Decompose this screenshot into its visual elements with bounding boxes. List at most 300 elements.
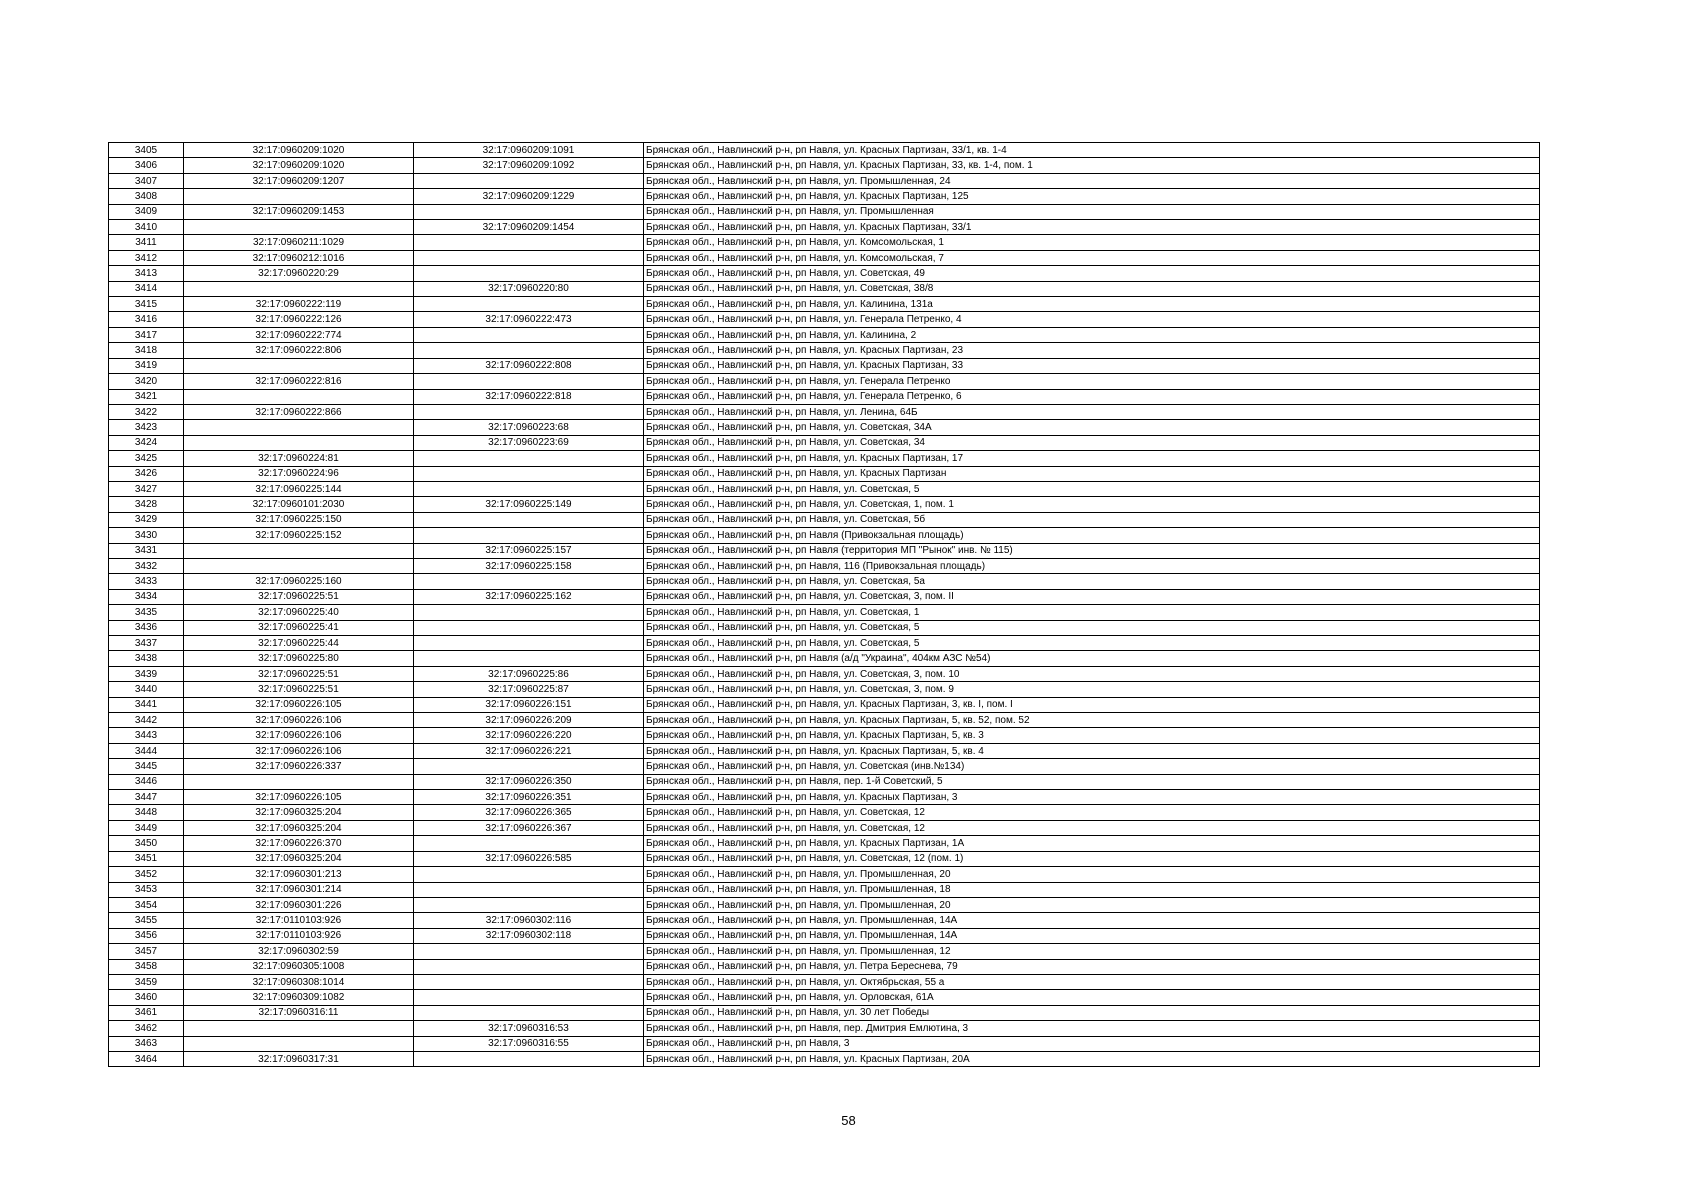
table-row bbox=[109, 1021, 1540, 1036]
row-number-cell: 3452 bbox=[109, 867, 184, 882]
address-cell: Брянская обл., Навлинский р-н, рп Навля, ул. Калинина, 131а bbox=[644, 297, 1540, 312]
land-cadastral-cell: 32:17:0960325:204 bbox=[184, 805, 414, 820]
address-cell: Брянская обл., Навлинский р-н, рп Навля (а/д "Украина", 404км АЗС №54) bbox=[644, 651, 1540, 666]
building-cadastral-cell: 32:17:0960226:350 bbox=[414, 774, 644, 789]
address-cell: Брянская обл., Навлинский р-н, рп Навля, ул. Комсомольская, 7 bbox=[644, 250, 1540, 265]
land-cadastral-cell: 32:17:0960225:41 bbox=[184, 620, 414, 635]
land-cadastral-cell: 32:17:0960225:80 bbox=[184, 651, 414, 666]
building-cadastral-cell bbox=[414, 235, 644, 250]
land-cadastral-cell: 32:17:0960226:105 bbox=[184, 790, 414, 805]
address-cell: Брянская обл., Навлинский р-н, рп Навля, ул. Генерала Петренко, 6 bbox=[644, 389, 1540, 404]
building-cadastral-cell bbox=[414, 620, 644, 635]
address-cell: Брянская обл., Навлинский р-н, рп Навля, ул. Советская, 49 bbox=[644, 266, 1540, 281]
building-cadastral-cell bbox=[414, 1051, 644, 1066]
row-number-cell: 3443 bbox=[109, 728, 184, 743]
address-cell: Брянская обл., Навлинский р-н, рп Навля, ул. Промышленная, 14А bbox=[644, 913, 1540, 928]
table-row bbox=[109, 897, 1540, 912]
row-number-cell: 3426 bbox=[109, 466, 184, 481]
land-cadastral-cell: 32:17:0960316:11 bbox=[184, 1005, 414, 1020]
building-cadastral-cell: 32:17:0960225:158 bbox=[414, 558, 644, 573]
land-cadastral-cell bbox=[184, 1036, 414, 1051]
address-cell: Брянская обл., Навлинский р-н, рп Навля, ул. Красных Партизан, 3 bbox=[644, 790, 1540, 805]
row-number-cell: 3439 bbox=[109, 666, 184, 681]
table-row bbox=[109, 235, 1540, 250]
land-cadastral-cell: 32:17:0960305:1008 bbox=[184, 959, 414, 974]
table-row bbox=[109, 820, 1540, 835]
table-row bbox=[109, 605, 1540, 620]
address-cell: Брянская обл., Навлинский р-н, рп Навля, ул. Промышленная, 18 bbox=[644, 882, 1540, 897]
address-cell: Брянская обл., Навлинский р-н, рп Навля (территория МП "Рынок" инв. № 115) bbox=[644, 543, 1540, 558]
address-cell: Брянская обл., Навлинский р-н, рп Навля, ул. Красных Партизан, 5, кв. 52, пом. 52 bbox=[644, 713, 1540, 728]
building-cadastral-cell: 32:17:0960225:157 bbox=[414, 543, 644, 558]
land-cadastral-cell: 32:17:0960301:214 bbox=[184, 882, 414, 897]
land-cadastral-cell: 32:17:0110103:926 bbox=[184, 913, 414, 928]
address-cell: Брянская обл., Навлинский р-н, рп Навля, ул. Калинина, 2 bbox=[644, 327, 1540, 342]
address-cell: Брянская обл., Навлинский р-н, рп Навля, ул. Советская, 12 bbox=[644, 820, 1540, 835]
table-row bbox=[109, 589, 1540, 604]
building-cadastral-cell: 32:17:0960223:69 bbox=[414, 435, 644, 450]
table-row bbox=[109, 327, 1540, 342]
row-number-cell: 3413 bbox=[109, 266, 184, 281]
address-cell: Брянская обл., Навлинский р-н, рп Навля, ул. Октябрьская, 55 а bbox=[644, 974, 1540, 989]
address-cell: Брянская обл., Навлинский р-н, рп Навля, ул. Советская, 5 bbox=[644, 620, 1540, 635]
row-number-cell: 3464 bbox=[109, 1051, 184, 1066]
building-cadastral-cell: 32:17:0960226:221 bbox=[414, 743, 644, 758]
building-cadastral-cell bbox=[414, 374, 644, 389]
land-cadastral-cell: 32:17:0960225:40 bbox=[184, 605, 414, 620]
building-cadastral-cell bbox=[414, 651, 644, 666]
address-cell: Брянская обл., Навлинский р-н, рп Навля, ул. Советская, 1, пом. 1 bbox=[644, 497, 1540, 512]
row-number-cell: 3446 bbox=[109, 774, 184, 789]
land-cadastral-cell: 32:17:0960301:226 bbox=[184, 897, 414, 912]
row-number-cell: 3441 bbox=[109, 697, 184, 712]
address-cell: Брянская обл., Навлинский р-н, рп Навля, ул. Промышленная, 12 bbox=[644, 944, 1540, 959]
row-number-cell: 3422 bbox=[109, 404, 184, 419]
table-row bbox=[109, 497, 1540, 512]
table-row bbox=[109, 636, 1540, 651]
address-cell: Брянская обл., Навлинский р-н, рп Навля, пер. Дмитрия Емлютина, 3 bbox=[644, 1021, 1540, 1036]
row-number-cell: 3453 bbox=[109, 882, 184, 897]
land-cadastral-cell bbox=[184, 558, 414, 573]
address-cell: Брянская обл., Навлинский р-н, рп Навля, ул. Красных Партизан, 33/1, кв. 1-4 bbox=[644, 143, 1540, 158]
table-row bbox=[109, 451, 1540, 466]
table-row bbox=[109, 743, 1540, 758]
address-cell: Брянская обл., Навлинский р-н, рп Навля, ул. Красных Партизан, 23 bbox=[644, 343, 1540, 358]
table-row bbox=[109, 404, 1540, 419]
row-number-cell: 3407 bbox=[109, 173, 184, 188]
table-row bbox=[109, 143, 1540, 158]
building-cadastral-cell: 32:17:0960225:162 bbox=[414, 589, 644, 604]
address-cell: Брянская обл., Навлинский р-н, рп Навля, ул. Красных Партизан, 20А bbox=[644, 1051, 1540, 1066]
land-cadastral-cell: 32:17:0960225:144 bbox=[184, 481, 414, 496]
land-cadastral-cell bbox=[184, 420, 414, 435]
row-number-cell: 3440 bbox=[109, 682, 184, 697]
table-row bbox=[109, 312, 1540, 327]
building-cadastral-cell: 32:17:0960225:149 bbox=[414, 497, 644, 512]
building-cadastral-cell: 32:17:0960209:1454 bbox=[414, 220, 644, 235]
row-number-cell: 3435 bbox=[109, 605, 184, 620]
land-cadastral-cell: 32:17:0960226:105 bbox=[184, 697, 414, 712]
land-cadastral-cell: 32:17:0960224:81 bbox=[184, 451, 414, 466]
address-cell: Брянская обл., Навлинский р-н, рп Навля, ул. Орловская, 61А bbox=[644, 990, 1540, 1005]
address-cell: Брянская обл., Навлинский р-н, рп Навля, ул. Советская, 34 bbox=[644, 435, 1540, 450]
building-cadastral-cell: 32:17:0960226:365 bbox=[414, 805, 644, 820]
land-cadastral-cell: 32:17:0960101:2030 bbox=[184, 497, 414, 512]
address-cell: Брянская обл., Навлинский р-н, рп Навля, ул. Советская, 1 bbox=[644, 605, 1540, 620]
land-cadastral-cell: 32:17:0960225:51 bbox=[184, 682, 414, 697]
address-cell: Брянская обл., Навлинский р-н, рп Навля, ул. Советская, 5а bbox=[644, 574, 1540, 589]
address-cell: Брянская обл., Навлинский р-н, рп Навля, ул. Красных Партизан, 3, кв. I, пом. I bbox=[644, 697, 1540, 712]
address-cell: Брянская обл., Навлинский р-н, рп Навля, ул. Красных Партизан, 33 bbox=[644, 358, 1540, 373]
land-cadastral-cell: 32:17:0960222:774 bbox=[184, 327, 414, 342]
land-cadastral-cell bbox=[184, 543, 414, 558]
building-cadastral-cell: 32:17:0960220:80 bbox=[414, 281, 644, 296]
table-row bbox=[109, 790, 1540, 805]
land-cadastral-cell: 32:17:0960222:119 bbox=[184, 297, 414, 312]
address-cell: Брянская обл., Навлинский р-н, рп Навля, ул. Комсомольская, 1 bbox=[644, 235, 1540, 250]
row-number-cell: 3429 bbox=[109, 512, 184, 527]
table-row bbox=[109, 343, 1540, 358]
address-cell: Брянская обл., Навлинский р-н, рп Навля, ул. Красных Партизан, 1А bbox=[644, 836, 1540, 851]
building-cadastral-cell: 32:17:0960225:87 bbox=[414, 682, 644, 697]
land-cadastral-cell: 32:17:0960302:59 bbox=[184, 944, 414, 959]
address-cell: Брянская обл., Навлинский р-н, рп Навля, ул. Советская, 5 bbox=[644, 481, 1540, 496]
table-row bbox=[109, 435, 1540, 450]
table-row bbox=[109, 574, 1540, 589]
table-row bbox=[109, 420, 1540, 435]
table-row bbox=[109, 682, 1540, 697]
land-cadastral-cell bbox=[184, 358, 414, 373]
land-cadastral-cell bbox=[184, 220, 414, 235]
building-cadastral-cell: 32:17:0960226:585 bbox=[414, 851, 644, 866]
land-cadastral-cell: 32:17:0960209:1020 bbox=[184, 158, 414, 173]
building-cadastral-cell bbox=[414, 250, 644, 265]
row-number-cell: 3418 bbox=[109, 343, 184, 358]
building-cadastral-cell bbox=[414, 204, 644, 219]
land-cadastral-cell: 32:17:0960225:160 bbox=[184, 574, 414, 589]
row-number-cell: 3410 bbox=[109, 220, 184, 235]
land-cadastral-cell: 32:17:0960209:1453 bbox=[184, 204, 414, 219]
building-cadastral-cell bbox=[414, 481, 644, 496]
building-cadastral-cell bbox=[414, 574, 644, 589]
table-row bbox=[109, 974, 1540, 989]
table-row bbox=[109, 867, 1540, 882]
building-cadastral-cell bbox=[414, 636, 644, 651]
building-cadastral-cell bbox=[414, 897, 644, 912]
land-cadastral-cell: 32:17:0960224:96 bbox=[184, 466, 414, 481]
table-row bbox=[109, 558, 1540, 573]
building-cadastral-cell bbox=[414, 512, 644, 527]
land-cadastral-cell: 32:17:0960309:1082 bbox=[184, 990, 414, 1005]
building-cadastral-cell bbox=[414, 959, 644, 974]
building-cadastral-cell bbox=[414, 528, 644, 543]
table-row bbox=[109, 481, 1540, 496]
table-row bbox=[109, 913, 1540, 928]
building-cadastral-cell bbox=[414, 466, 644, 481]
land-cadastral-cell: 32:17:0960301:213 bbox=[184, 867, 414, 882]
land-cadastral-cell: 32:17:0960317:31 bbox=[184, 1051, 414, 1066]
row-number-cell: 3445 bbox=[109, 759, 184, 774]
table-row bbox=[109, 297, 1540, 312]
building-cadastral-cell: 32:17:0960226:209 bbox=[414, 713, 644, 728]
table-row bbox=[109, 759, 1540, 774]
row-number-cell: 3442 bbox=[109, 713, 184, 728]
row-number-cell: 3420 bbox=[109, 374, 184, 389]
table-row bbox=[109, 1051, 1540, 1066]
land-cadastral-cell: 32:17:0960222:126 bbox=[184, 312, 414, 327]
table-row bbox=[109, 697, 1540, 712]
address-cell: Брянская обл., Навлинский р-н, рп Навля, 116 (Привокзальная площадь) bbox=[644, 558, 1540, 573]
table-row bbox=[109, 266, 1540, 281]
address-cell: Брянская обл., Навлинский р-н, рп Навля, ул. Красных Партизан, 5, кв. 3 bbox=[644, 728, 1540, 743]
address-cell: Брянская обл., Навлинский р-н, рп Навля, пер. 1-й Советский, 5 bbox=[644, 774, 1540, 789]
table-row bbox=[109, 250, 1540, 265]
address-cell: Брянская обл., Навлинский р-н, рп Навля, ул. Промышленная bbox=[644, 204, 1540, 219]
address-cell: Брянская обл., Навлинский р-н, рп Навля, ул. Советская, 34А bbox=[644, 420, 1540, 435]
building-cadastral-cell bbox=[414, 1005, 644, 1020]
building-cadastral-cell: 32:17:0960209:1091 bbox=[414, 143, 644, 158]
land-cadastral-cell: 32:17:0960226:337 bbox=[184, 759, 414, 774]
row-number-cell: 3434 bbox=[109, 589, 184, 604]
table-row bbox=[109, 713, 1540, 728]
land-cadastral-cell: 32:17:0960225:150 bbox=[184, 512, 414, 527]
registry-table bbox=[108, 142, 1540, 1067]
address-cell: Брянская обл., Навлинский р-н, рп Навля, ул. Красных Партизан, 17 bbox=[644, 451, 1540, 466]
row-number-cell: 3405 bbox=[109, 143, 184, 158]
address-cell: Брянская обл., Навлинский р-н, рп Навля, ул. Советская, 3, пом. 9 bbox=[644, 682, 1540, 697]
table-row bbox=[109, 466, 1540, 481]
table-row bbox=[109, 959, 1540, 974]
land-cadastral-cell: 32:17:0960325:204 bbox=[184, 820, 414, 835]
land-cadastral-cell: 32:17:0960222:866 bbox=[184, 404, 414, 419]
land-cadastral-cell: 32:17:0960325:204 bbox=[184, 851, 414, 866]
land-cadastral-cell bbox=[184, 389, 414, 404]
table-row bbox=[109, 990, 1540, 1005]
address-cell: Брянская обл., Навлинский р-н, рп Навля, ул. Генерала Петренко bbox=[644, 374, 1540, 389]
address-cell: Брянская обл., Навлинский р-н, рп Навля, ул. Красных Партизан, 33/1 bbox=[644, 220, 1540, 235]
row-number-cell: 3459 bbox=[109, 974, 184, 989]
row-number-cell: 3450 bbox=[109, 836, 184, 851]
land-cadastral-cell: 32:17:0960222:806 bbox=[184, 343, 414, 358]
table-row bbox=[109, 620, 1540, 635]
address-cell: Брянская обл., Навлинский р-н, рп Навля, ул. Советская, 38/8 bbox=[644, 281, 1540, 296]
building-cadastral-cell: 32:17:0960209:1229 bbox=[414, 189, 644, 204]
row-number-cell: 3451 bbox=[109, 851, 184, 866]
building-cadastral-cell: 32:17:0960226:367 bbox=[414, 820, 644, 835]
row-number-cell: 3447 bbox=[109, 790, 184, 805]
row-number-cell: 3421 bbox=[109, 389, 184, 404]
table-row bbox=[109, 882, 1540, 897]
land-cadastral-cell: 32:17:0960225:44 bbox=[184, 636, 414, 651]
table-row bbox=[109, 374, 1540, 389]
land-cadastral-cell: 32:17:0110103:926 bbox=[184, 928, 414, 943]
building-cadastral-cell: 32:17:0960226:151 bbox=[414, 697, 644, 712]
building-cadastral-cell bbox=[414, 404, 644, 419]
building-cadastral-cell bbox=[414, 266, 644, 281]
address-cell: Брянская обл., Навлинский р-н, рп Навля, ул. Промышленная, 20 bbox=[644, 897, 1540, 912]
table-row bbox=[109, 805, 1540, 820]
table-row bbox=[109, 851, 1540, 866]
building-cadastral-cell: 32:17:0960222:818 bbox=[414, 389, 644, 404]
building-cadastral-cell bbox=[414, 759, 644, 774]
table-row bbox=[109, 281, 1540, 296]
address-cell: Брянская обл., Навлинский р-н, рп Навля, ул. Красных Партизан bbox=[644, 466, 1540, 481]
table-row bbox=[109, 944, 1540, 959]
row-number-cell: 3424 bbox=[109, 435, 184, 450]
building-cadastral-cell: 32:17:0960223:68 bbox=[414, 420, 644, 435]
building-cadastral-cell: 32:17:0960302:116 bbox=[414, 913, 644, 928]
document-page bbox=[108, 142, 1540, 1067]
row-number-cell: 3458 bbox=[109, 959, 184, 974]
land-cadastral-cell bbox=[184, 774, 414, 789]
row-number-cell: 3444 bbox=[109, 743, 184, 758]
row-number-cell: 3457 bbox=[109, 944, 184, 959]
row-number-cell: 3461 bbox=[109, 1005, 184, 1020]
row-number-cell: 3433 bbox=[109, 574, 184, 589]
land-cadastral-cell: 32:17:0960212:1016 bbox=[184, 250, 414, 265]
building-cadastral-cell bbox=[414, 451, 644, 466]
table-row bbox=[109, 189, 1540, 204]
row-number-cell: 3455 bbox=[109, 913, 184, 928]
page-number: 58 bbox=[841, 1113, 856, 1128]
land-cadastral-cell: 32:17:0960226:106 bbox=[184, 728, 414, 743]
land-cadastral-cell: 32:17:0960209:1207 bbox=[184, 173, 414, 188]
address-cell: Брянская обл., Навлинский р-н, рп Навля, 3 bbox=[644, 1036, 1540, 1051]
row-number-cell: 3430 bbox=[109, 528, 184, 543]
building-cadastral-cell: 32:17:0960222:808 bbox=[414, 358, 644, 373]
table-row bbox=[109, 1005, 1540, 1020]
table-row bbox=[109, 928, 1540, 943]
building-cadastral-cell: 32:17:0960226:351 bbox=[414, 790, 644, 805]
land-cadastral-cell: 32:17:0960225:152 bbox=[184, 528, 414, 543]
row-number-cell: 3408 bbox=[109, 189, 184, 204]
table-row bbox=[109, 173, 1540, 188]
row-number-cell: 3431 bbox=[109, 543, 184, 558]
row-number-cell: 3436 bbox=[109, 620, 184, 635]
building-cadastral-cell: 32:17:0960316:53 bbox=[414, 1021, 644, 1036]
row-number-cell: 3411 bbox=[109, 235, 184, 250]
row-number-cell: 3449 bbox=[109, 820, 184, 835]
building-cadastral-cell bbox=[414, 867, 644, 882]
building-cadastral-cell: 32:17:0960226:220 bbox=[414, 728, 644, 743]
table-row bbox=[109, 728, 1540, 743]
address-cell: Брянская обл., Навлинский р-н, рп Навля, ул. Красных Партизан, 33, кв. 1-4, пом. 1 bbox=[644, 158, 1540, 173]
row-number-cell: 3437 bbox=[109, 636, 184, 651]
row-number-cell: 3415 bbox=[109, 297, 184, 312]
address-cell: Брянская обл., Навлинский р-н, рп Навля, ул. Советская (инв.№134) bbox=[644, 759, 1540, 774]
table-row bbox=[109, 1036, 1540, 1051]
row-number-cell: 3414 bbox=[109, 281, 184, 296]
land-cadastral-cell: 32:17:0960226:106 bbox=[184, 713, 414, 728]
table-row bbox=[109, 158, 1540, 173]
building-cadastral-cell bbox=[414, 343, 644, 358]
address-cell: Брянская обл., Навлинский р-н, рп Навля, ул. Петра Береснева, 79 bbox=[644, 959, 1540, 974]
building-cadastral-cell bbox=[414, 836, 644, 851]
building-cadastral-cell: 32:17:0960209:1092 bbox=[414, 158, 644, 173]
building-cadastral-cell bbox=[414, 605, 644, 620]
address-cell: Брянская обл., Навлинский р-н, рп Навля, ул. Красных Партизан, 5, кв. 4 bbox=[644, 743, 1540, 758]
table-row bbox=[109, 220, 1540, 235]
building-cadastral-cell bbox=[414, 944, 644, 959]
land-cadastral-cell: 32:17:0960226:106 bbox=[184, 743, 414, 758]
row-number-cell: 3463 bbox=[109, 1036, 184, 1051]
land-cadastral-cell bbox=[184, 1021, 414, 1036]
table-row bbox=[109, 204, 1540, 219]
table-row bbox=[109, 358, 1540, 373]
row-number-cell: 3409 bbox=[109, 204, 184, 219]
address-cell: Брянская обл., Навлинский р-н, рп Навля, ул. Промышленная, 20 bbox=[644, 867, 1540, 882]
row-number-cell: 3406 bbox=[109, 158, 184, 173]
land-cadastral-cell: 32:17:0960226:370 bbox=[184, 836, 414, 851]
address-cell: Брянская обл., Навлинский р-н, рп Навля, ул. Советская, 3, пом. 10 bbox=[644, 666, 1540, 681]
address-cell: Брянская обл., Навлинский р-н, рп Навля, ул. Советская, 3, пом. II bbox=[644, 589, 1540, 604]
building-cadastral-cell: 32:17:0960225:86 bbox=[414, 666, 644, 681]
table-body bbox=[109, 143, 1540, 1067]
row-number-cell: 3419 bbox=[109, 358, 184, 373]
row-number-cell: 3416 bbox=[109, 312, 184, 327]
building-cadastral-cell bbox=[414, 974, 644, 989]
land-cadastral-cell: 32:17:0960220:29 bbox=[184, 266, 414, 281]
address-cell: Брянская обл., Навлинский р-н, рп Навля, ул. Ленина, 64Б bbox=[644, 404, 1540, 419]
table-row bbox=[109, 774, 1540, 789]
row-number-cell: 3427 bbox=[109, 481, 184, 496]
row-number-cell: 3454 bbox=[109, 897, 184, 912]
land-cadastral-cell: 32:17:0960308:1014 bbox=[184, 974, 414, 989]
row-number-cell: 3423 bbox=[109, 420, 184, 435]
address-cell: Брянская обл., Навлинский р-н, рп Навля, ул. Советская, 12 bbox=[644, 805, 1540, 820]
address-cell: Брянская обл., Навлинский р-н, рп Навля, ул. Советская, 5 bbox=[644, 636, 1540, 651]
land-cadastral-cell: 32:17:0960225:51 bbox=[184, 666, 414, 681]
building-cadastral-cell: 32:17:0960302:118 bbox=[414, 928, 644, 943]
row-number-cell: 3438 bbox=[109, 651, 184, 666]
address-cell: Брянская обл., Навлинский р-н, рп Навля, ул. Советская, 12 (пом. 1) bbox=[644, 851, 1540, 866]
table-row bbox=[109, 512, 1540, 527]
row-number-cell: 3412 bbox=[109, 250, 184, 265]
building-cadastral-cell bbox=[414, 173, 644, 188]
row-number-cell: 3417 bbox=[109, 327, 184, 342]
land-cadastral-cell bbox=[184, 435, 414, 450]
address-cell: Брянская обл., Навлинский р-н, рп Навля, ул. Промышленная, 24 bbox=[644, 173, 1540, 188]
building-cadastral-cell bbox=[414, 327, 644, 342]
land-cadastral-cell: 32:17:0960211:1029 bbox=[184, 235, 414, 250]
address-cell: Брянская обл., Навлинский р-н, рп Навля, ул. Красных Партизан, 125 bbox=[644, 189, 1540, 204]
table-row bbox=[109, 528, 1540, 543]
table-row bbox=[109, 666, 1540, 681]
table-row bbox=[109, 836, 1540, 851]
land-cadastral-cell bbox=[184, 189, 414, 204]
building-cadastral-cell bbox=[414, 882, 644, 897]
land-cadastral-cell: 32:17:0960222:816 bbox=[184, 374, 414, 389]
row-number-cell: 3448 bbox=[109, 805, 184, 820]
row-number-cell: 3432 bbox=[109, 558, 184, 573]
row-number-cell: 3462 bbox=[109, 1021, 184, 1036]
land-cadastral-cell bbox=[184, 281, 414, 296]
address-cell: Брянская обл., Навлинский р-н, рп Навля, ул. 30 лет Победы bbox=[644, 1005, 1540, 1020]
table-row bbox=[109, 651, 1540, 666]
address-cell: Брянская обл., Навлинский р-н, рп Навля (Привокзальная площадь) bbox=[644, 528, 1540, 543]
table-row bbox=[109, 389, 1540, 404]
row-number-cell: 3428 bbox=[109, 497, 184, 512]
land-cadastral-cell: 32:17:0960209:1020 bbox=[184, 143, 414, 158]
table-row bbox=[109, 543, 1540, 558]
address-cell: Брянская обл., Навлинский р-н, рп Навля, ул. Промышленная, 14А bbox=[644, 928, 1540, 943]
building-cadastral-cell bbox=[414, 297, 644, 312]
building-cadastral-cell: 32:17:0960222:473 bbox=[414, 312, 644, 327]
row-number-cell: 3456 bbox=[109, 928, 184, 943]
land-cadastral-cell: 32:17:0960225:51 bbox=[184, 589, 414, 604]
address-cell: Брянская обл., Навлинский р-н, рп Навля, ул. Генерала Петренко, 4 bbox=[644, 312, 1540, 327]
building-cadastral-cell: 32:17:0960316:55 bbox=[414, 1036, 644, 1051]
